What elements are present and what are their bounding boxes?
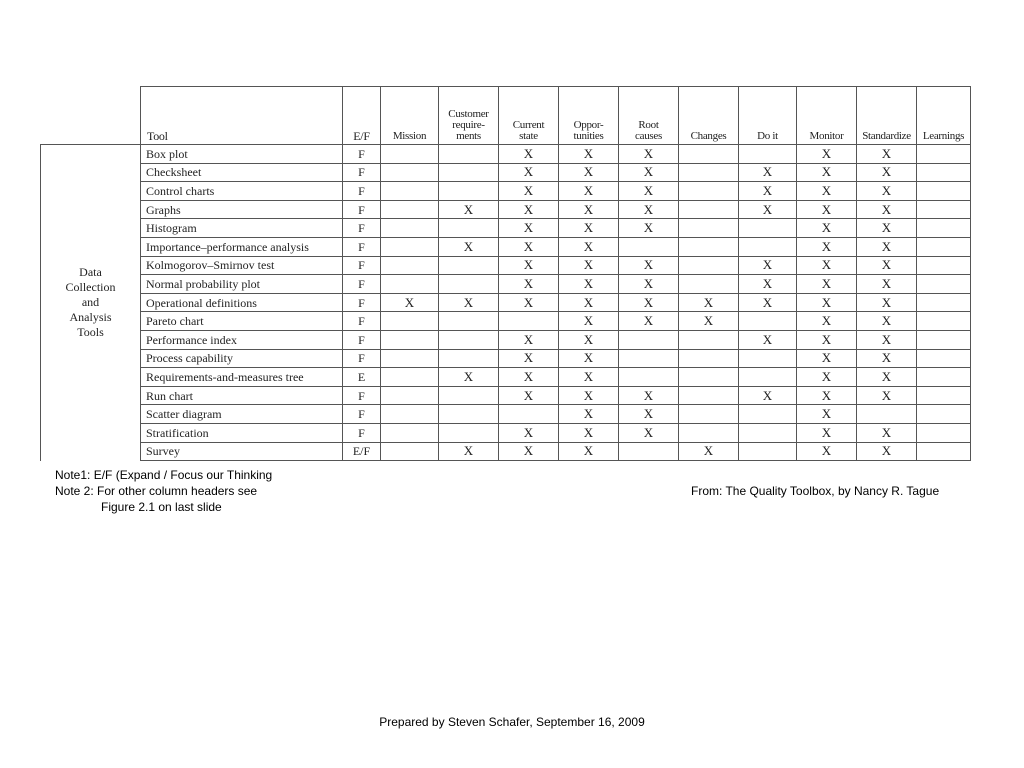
mark-cell: X	[619, 423, 679, 442]
mark-cell: X	[797, 275, 857, 294]
tool-name-cell: Checksheet	[141, 163, 343, 182]
mark-cell: X	[797, 145, 857, 164]
ef-cell: E/F	[343, 442, 381, 461]
mark-cell: X	[381, 293, 439, 312]
mark-cell	[381, 368, 439, 387]
column-header-line: Changes	[690, 130, 727, 142]
mark-cell: X	[559, 368, 619, 387]
mark-cell	[739, 423, 797, 442]
ef-cell: F	[343, 312, 381, 331]
mark-cell	[917, 423, 971, 442]
mark-cell: X	[619, 163, 679, 182]
column-header-line: causes	[635, 130, 662, 142]
mark-cell	[739, 368, 797, 387]
mark-cell	[917, 237, 971, 256]
mark-cell: X	[797, 256, 857, 275]
mark-cell: X	[797, 200, 857, 219]
column-header	[559, 87, 619, 145]
group-label-line: and	[81, 295, 100, 310]
tool-name-cell: Operational definitions	[141, 293, 343, 312]
mark-cell	[917, 368, 971, 387]
mark-cell: X	[559, 219, 619, 238]
mark-cell: X	[619, 275, 679, 294]
mark-cell	[679, 219, 739, 238]
mark-cell	[381, 145, 439, 164]
column-header-line: Monitor	[809, 130, 844, 142]
mark-cell: X	[797, 163, 857, 182]
tool-name-cell: Stratification	[141, 423, 343, 442]
mark-cell: X	[857, 275, 917, 294]
mark-cell: X	[619, 312, 679, 331]
mark-cell: X	[857, 330, 917, 349]
mark-cell	[917, 182, 971, 201]
mark-cell: X	[857, 386, 917, 405]
mark-cell	[917, 145, 971, 164]
mark-cell: X	[559, 386, 619, 405]
mark-cell	[381, 237, 439, 256]
mark-cell: X	[797, 386, 857, 405]
mark-cell: X	[739, 275, 797, 294]
ef-cell: F	[343, 256, 381, 275]
mark-cell: X	[559, 275, 619, 294]
mark-cell: X	[499, 293, 559, 312]
mark-cell	[499, 312, 559, 331]
table-row	[41, 405, 971, 424]
mark-cell: X	[739, 163, 797, 182]
header-spacer	[41, 87, 141, 145]
mark-cell	[679, 330, 739, 349]
table-row	[41, 145, 971, 164]
column-header-line: Mission	[392, 130, 427, 142]
column-header	[679, 87, 739, 145]
mark-cell: X	[619, 200, 679, 219]
mark-cell	[439, 145, 499, 164]
table-row	[41, 275, 971, 294]
mark-cell: X	[499, 330, 559, 349]
table-body	[41, 145, 971, 461]
tool-name-cell: Run chart	[141, 386, 343, 405]
tool-name-cell: Control charts	[141, 182, 343, 201]
tool-name-cell: Box plot	[141, 145, 343, 164]
table-row	[41, 163, 971, 182]
column-header	[619, 87, 679, 145]
mark-cell: X	[559, 163, 619, 182]
column-header	[917, 87, 971, 145]
ef-cell: F	[343, 423, 381, 442]
ef-cell: F	[343, 182, 381, 201]
mark-cell: X	[619, 405, 679, 424]
group-label-line: Data	[79, 265, 102, 280]
mark-cell: X	[797, 312, 857, 331]
mark-cell: X	[499, 237, 559, 256]
mark-cell: X	[499, 368, 559, 387]
table-header-row	[41, 87, 971, 145]
mark-cell	[679, 163, 739, 182]
table-row	[41, 200, 971, 219]
mark-cell	[679, 256, 739, 275]
mark-cell	[381, 349, 439, 368]
mark-cell: X	[559, 256, 619, 275]
column-header-line: Customer	[448, 108, 489, 120]
mark-cell	[619, 237, 679, 256]
mark-cell: X	[499, 200, 559, 219]
ef-cell: F	[343, 237, 381, 256]
mark-cell	[679, 349, 739, 368]
mark-cell	[381, 330, 439, 349]
ef-cell: F	[343, 330, 381, 349]
mark-cell	[381, 275, 439, 294]
mark-cell: X	[679, 293, 739, 312]
mark-cell: X	[857, 237, 917, 256]
group-label-line: Tools	[77, 325, 104, 340]
mark-cell	[439, 219, 499, 238]
ef-cell: E	[343, 368, 381, 387]
mark-cell: X	[619, 182, 679, 201]
footer-credit: Prepared by Steven Schafer, September 16, 2009	[379, 715, 645, 729]
mark-cell: X	[559, 330, 619, 349]
mark-cell	[439, 163, 499, 182]
column-header-line: tunities	[573, 130, 604, 142]
mark-cell	[679, 145, 739, 164]
mark-cell: X	[499, 386, 559, 405]
mark-cell	[439, 386, 499, 405]
tool-name-cell: Survey	[141, 442, 343, 461]
mark-cell: X	[439, 442, 499, 461]
mark-cell: X	[857, 163, 917, 182]
mark-cell: X	[797, 423, 857, 442]
mark-cell	[381, 442, 439, 461]
mark-cell: X	[857, 442, 917, 461]
mark-cell: X	[619, 293, 679, 312]
mark-cell: X	[857, 145, 917, 164]
mark-cell	[917, 442, 971, 461]
mark-cell: X	[857, 200, 917, 219]
note-1: Note1: E/F (Expand / Focus our Thinking	[55, 468, 273, 482]
mark-cell	[739, 349, 797, 368]
mark-cell: X	[857, 423, 917, 442]
mark-cell	[679, 368, 739, 387]
table-row	[41, 349, 971, 368]
mark-cell: X	[439, 368, 499, 387]
mark-cell: X	[499, 275, 559, 294]
mark-cell: X	[439, 237, 499, 256]
mark-cell	[439, 349, 499, 368]
header-ef: E/F	[343, 87, 381, 145]
mark-cell	[619, 368, 679, 387]
column-header-line: Root	[638, 119, 659, 131]
note-2: Note 2: For other column headers see	[55, 484, 258, 498]
mark-cell	[739, 219, 797, 238]
mark-cell: X	[857, 256, 917, 275]
tool-name-cell: Process capability	[141, 349, 343, 368]
table-row	[41, 312, 971, 331]
table-row	[41, 386, 971, 405]
mark-cell	[739, 312, 797, 331]
table-row	[41, 442, 971, 461]
source-citation: From: The Quality Toolbox, by Nancy R. Tague	[691, 484, 940, 498]
mark-cell: X	[559, 200, 619, 219]
tool-name-cell: Scatter diagram	[141, 405, 343, 424]
column-header-line: require-	[452, 119, 485, 131]
mark-cell: X	[559, 312, 619, 331]
mark-cell	[857, 405, 917, 424]
mark-cell	[679, 405, 739, 424]
mark-cell: X	[559, 237, 619, 256]
mark-cell: X	[499, 219, 559, 238]
ef-cell: F	[343, 349, 381, 368]
mark-cell: X	[797, 330, 857, 349]
mark-cell	[439, 405, 499, 424]
column-header	[739, 87, 797, 145]
mark-cell	[439, 312, 499, 331]
mark-cell: X	[797, 293, 857, 312]
mark-cell: X	[499, 163, 559, 182]
mark-cell: X	[619, 256, 679, 275]
mark-cell: X	[739, 330, 797, 349]
mark-cell: X	[499, 442, 559, 461]
mark-cell: X	[797, 442, 857, 461]
mark-cell: X	[857, 312, 917, 331]
column-header	[857, 87, 917, 145]
mark-cell	[917, 386, 971, 405]
mark-cell	[917, 163, 971, 182]
mark-cell	[917, 200, 971, 219]
mark-cell: X	[619, 386, 679, 405]
mark-cell: X	[857, 219, 917, 238]
mark-cell: X	[679, 442, 739, 461]
mark-cell	[739, 405, 797, 424]
mark-cell: X	[857, 293, 917, 312]
mark-cell	[917, 312, 971, 331]
ef-cell: F	[343, 219, 381, 238]
mark-cell	[917, 219, 971, 238]
table-row	[41, 423, 971, 442]
mark-cell	[381, 163, 439, 182]
mark-cell: X	[619, 145, 679, 164]
ef-cell: F	[343, 275, 381, 294]
mark-cell	[439, 423, 499, 442]
mark-cell: X	[439, 200, 499, 219]
mark-cell: X	[499, 182, 559, 201]
ef-cell: F	[343, 293, 381, 312]
mark-cell: X	[559, 423, 619, 442]
mark-cell: X	[797, 237, 857, 256]
mark-cell	[679, 423, 739, 442]
column-header	[381, 87, 439, 145]
column-header	[499, 87, 559, 145]
mark-cell: X	[439, 293, 499, 312]
mark-cell: X	[559, 182, 619, 201]
mark-cell: X	[857, 182, 917, 201]
mark-cell: X	[739, 256, 797, 275]
tool-name-cell: Kolmogorov–Smirnov test	[141, 256, 343, 275]
column-header	[797, 87, 857, 145]
mark-cell	[917, 275, 971, 294]
mark-cell	[381, 423, 439, 442]
mark-cell	[739, 145, 797, 164]
tool-name-cell: Performance index	[141, 330, 343, 349]
ef-cell: F	[343, 386, 381, 405]
column-header-line: ments	[456, 130, 481, 142]
mark-cell: X	[499, 349, 559, 368]
mark-cell	[439, 182, 499, 201]
mark-cell	[619, 442, 679, 461]
mark-cell: X	[499, 423, 559, 442]
tool-name-cell: Graphs	[141, 200, 343, 219]
mark-cell: X	[857, 349, 917, 368]
mark-cell	[619, 330, 679, 349]
mark-cell: X	[797, 219, 857, 238]
mark-cell	[499, 405, 559, 424]
mark-cell	[739, 442, 797, 461]
mark-cell	[381, 219, 439, 238]
group-label	[41, 145, 141, 461]
mark-cell: X	[559, 293, 619, 312]
mark-cell: X	[797, 349, 857, 368]
mark-cell: X	[797, 368, 857, 387]
ef-cell: F	[343, 405, 381, 424]
mark-cell: X	[857, 368, 917, 387]
mark-cell	[679, 386, 739, 405]
mark-cell	[917, 405, 971, 424]
table-row	[41, 293, 971, 312]
tool-name-cell: Normal probability plot	[141, 275, 343, 294]
mark-cell	[439, 256, 499, 275]
mark-cell: X	[559, 145, 619, 164]
tool-name-cell: Histogram	[141, 219, 343, 238]
mark-cell	[381, 312, 439, 331]
mark-cell: X	[499, 256, 559, 275]
table-row	[41, 182, 971, 201]
column-header-line: Current	[512, 119, 545, 131]
mark-cell	[679, 182, 739, 201]
mark-cell: X	[559, 405, 619, 424]
mark-cell	[917, 330, 971, 349]
mark-cell: X	[619, 219, 679, 238]
mark-cell: X	[559, 349, 619, 368]
mark-cell: X	[739, 200, 797, 219]
table-row	[41, 256, 971, 275]
tool-name-cell: Pareto chart	[141, 312, 343, 331]
mark-cell	[917, 293, 971, 312]
mark-cell: X	[797, 405, 857, 424]
mark-cell: X	[739, 293, 797, 312]
ef-cell: F	[343, 200, 381, 219]
column-header-line: Learnings	[922, 130, 965, 142]
mark-cell	[679, 200, 739, 219]
mark-cell	[619, 349, 679, 368]
group-label-line: Collection	[65, 280, 116, 295]
column-header-line: state	[519, 130, 538, 142]
mark-cell: X	[797, 182, 857, 201]
table-row	[41, 368, 971, 387]
mark-cell	[381, 256, 439, 275]
mark-cell	[917, 349, 971, 368]
note-2-continuation: Figure 2.1 on last slide	[101, 500, 222, 514]
mark-cell	[381, 200, 439, 219]
tool-name-cell: Importance–performance analysis	[141, 237, 343, 256]
column-header-line: Do it	[757, 130, 778, 142]
group-label-line: Analysis	[69, 310, 112, 325]
table-row	[41, 330, 971, 349]
mark-cell: X	[739, 182, 797, 201]
mark-cell	[381, 405, 439, 424]
table-row	[41, 219, 971, 238]
mark-cell	[917, 256, 971, 275]
mark-cell	[679, 275, 739, 294]
mark-cell: X	[739, 386, 797, 405]
tool-matrix-table	[40, 86, 971, 461]
ef-cell: F	[343, 163, 381, 182]
mark-cell: X	[499, 145, 559, 164]
ef-cell: F	[343, 145, 381, 164]
mark-cell	[739, 237, 797, 256]
mark-cell	[381, 182, 439, 201]
header-tool: Tool	[141, 87, 343, 145]
mark-cell	[679, 237, 739, 256]
column-header-line: Oppor-	[573, 119, 604, 131]
column-header	[439, 87, 499, 145]
tool-name-cell: Requirements-and-measures tree	[141, 368, 343, 387]
mark-cell	[381, 386, 439, 405]
mark-cell: X	[559, 442, 619, 461]
mark-cell	[439, 330, 499, 349]
mark-cell	[439, 275, 499, 294]
table-row	[41, 237, 971, 256]
mark-cell: X	[679, 312, 739, 331]
column-header-line: Standardize	[862, 130, 911, 142]
